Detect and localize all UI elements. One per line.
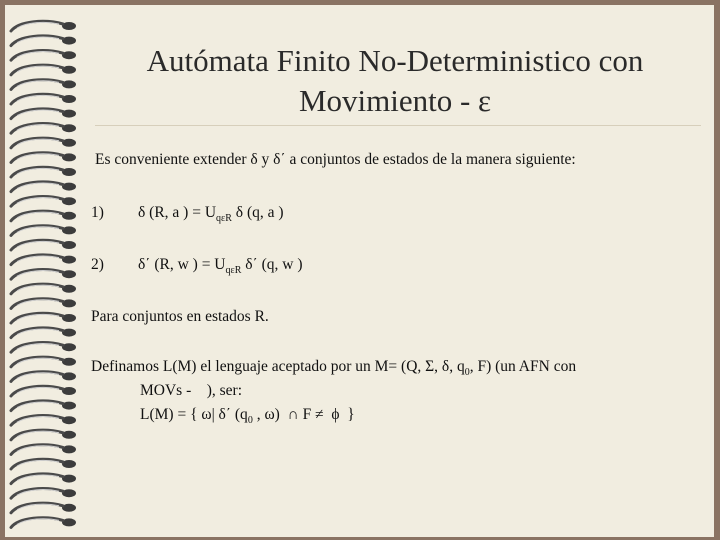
spiral-ring-icon (11, 372, 76, 382)
definition-line-2: MOVs - ), ser: (140, 382, 243, 399)
item-1-formula: δ (R, a ) = $U_{q\varepsilon R}$ δ (q, a ) (138, 204, 284, 224)
slide-title (75, 41, 714, 121)
spiral-ring-icon (11, 94, 76, 104)
spiral-ring-icon (11, 299, 76, 309)
spiral-ring-icon (11, 240, 76, 250)
spiral-ring-icon (11, 313, 76, 323)
item-2-formula: δ΄ (R, w ) = $U_{q\varepsilon R}$ δ΄ (q, w ) (138, 256, 303, 276)
spiral-ring-icon (11, 255, 76, 265)
spiral-ring-icon (11, 416, 76, 426)
spiral-ring-icon (11, 518, 76, 528)
spiral-ring-icon (11, 459, 76, 469)
spiral-ring-icon (11, 474, 76, 484)
title-line-1: Autómata Finito No-Deterministico con (146, 43, 644, 78)
intro-text: Es conveniente extender δ y δ΄ a conjuntos de estados de la manera siguiente: (95, 151, 576, 168)
spiral-ring-icon (11, 270, 76, 280)
spiral-ring-icon (11, 386, 76, 396)
spiral-ring-icon (11, 401, 76, 411)
spiral-ring-icon (11, 503, 76, 513)
spiral-ring-icon (11, 153, 76, 163)
spiral-ring-icon (11, 36, 76, 46)
spiral-ring-icon (11, 51, 76, 61)
spiral-ring-icon (11, 343, 76, 353)
spiral-ring-icon (11, 109, 76, 119)
spiral-ring-icon (11, 430, 76, 440)
title-divider (95, 125, 701, 126)
spiral-ring-icon (11, 21, 76, 31)
item-1-number: 1) (91, 204, 104, 221)
spiral-ring-icon (11, 284, 76, 294)
spiral-ring-icon (11, 138, 76, 148)
para-conjuntos: Para conjuntos en estados R. (91, 308, 269, 325)
spiral-ring-icon (11, 80, 76, 90)
spiral-ring-icon (11, 328, 76, 338)
item-2-number: 2) (91, 256, 104, 273)
spiral-ring-icon (11, 167, 76, 177)
spiral-ring-icon (11, 226, 76, 236)
definition-line-1: Definamos L(M) el lenguaje aceptado por un M= (Q, Σ, δ, $q_0$, F) (un AFN con (91, 358, 577, 378)
spiral-ring-icon (11, 211, 76, 221)
definition-line-3: L(M) = { ω| δ΄ ($q_0$ , ω) ∩ F ≠ ϕ } (140, 406, 355, 426)
slide (5, 5, 714, 537)
spiral-ring-icon (11, 445, 76, 455)
title-line-2: Movimiento - ε (298, 83, 492, 118)
spiral-ring-icon (11, 182, 76, 192)
spiral-ring-icon (11, 489, 76, 499)
spiral-ring-icon (11, 124, 76, 134)
spiral-ring-icon (11, 65, 76, 75)
spiral-ring-icon (11, 197, 76, 207)
spiral-ring-icon (11, 357, 76, 367)
